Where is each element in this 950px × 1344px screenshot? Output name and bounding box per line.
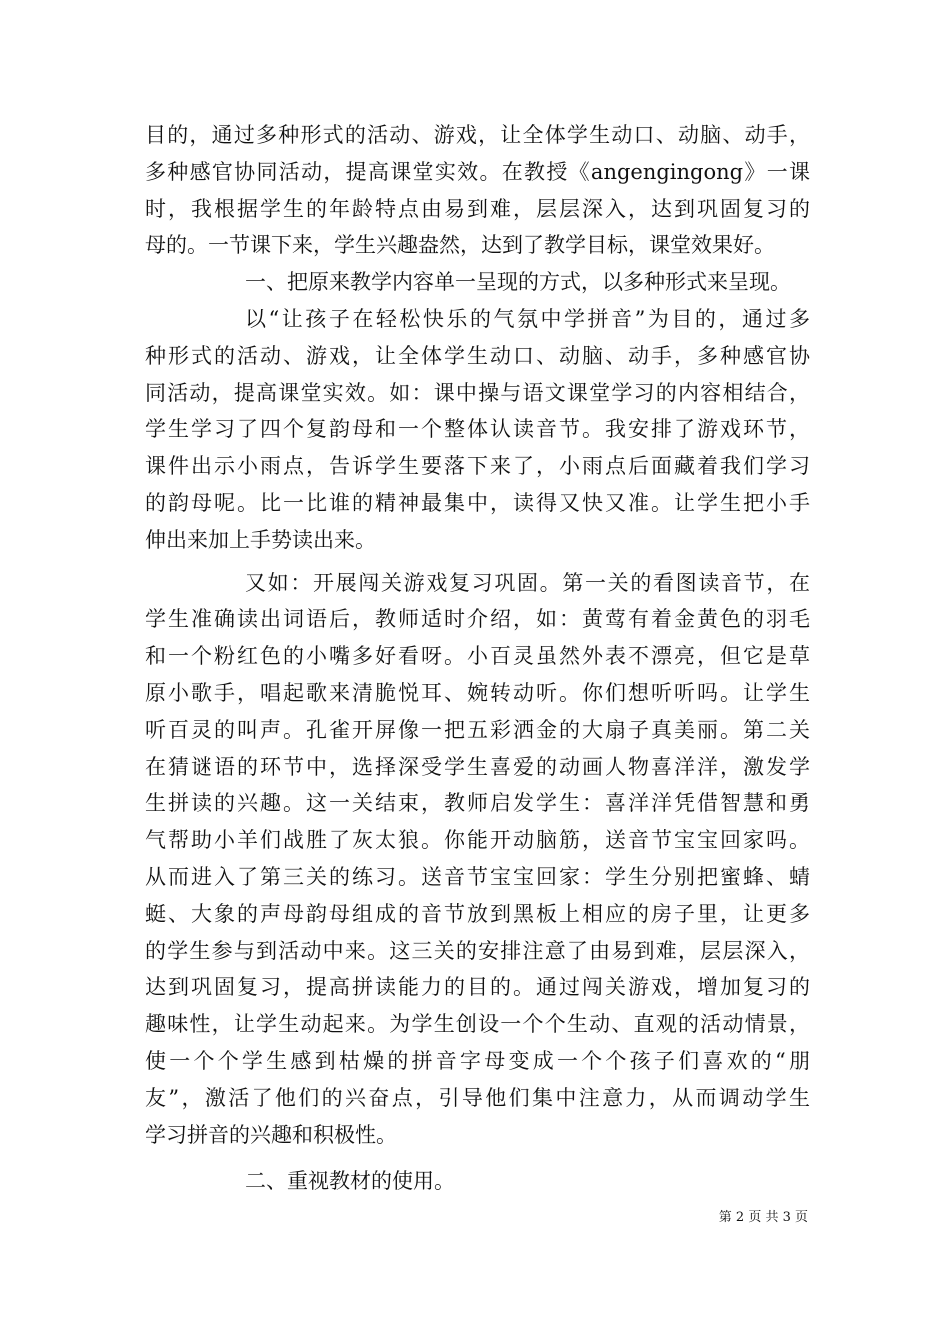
text-line: 母的。一节课下来，学生兴趣盎然，达到了教学目标，课堂效果好。 bbox=[145, 233, 775, 258]
text-line: 又如：开展闯关游戏复习巩固。第一关的看图读音节，在 bbox=[245, 570, 810, 595]
paragraph-3 bbox=[145, 565, 810, 1154]
text-line: 和一个粉红色的小嘴多好看呀。小百灵虽然外表不漂亮，但它是草 bbox=[145, 644, 810, 669]
heading-2: 二、重视教材的使用。 bbox=[245, 1169, 455, 1194]
text-line: 从而进入了第三关的练习。送音节宝宝回家：学生分别把蜜蜂、蜻 bbox=[145, 864, 810, 889]
text-line: 以“让孩子在轻松快乐的气氛中学拼音”为目的，通过多 bbox=[245, 306, 810, 331]
text-line: 种形式的活动、游戏，让全体学生动口、动脑、动手，多种感官协 bbox=[145, 343, 810, 368]
page-number: 第 2 页 共 3 页 bbox=[718, 1210, 808, 1225]
text-line: 听百灵的叫声。孔雀开屏像一把五彩洒金的大扇子真美丽。第二关 bbox=[145, 717, 810, 742]
text-line: 的韵母呢。比一比谁的精神最集中，读得又快又准。让学生把小手 bbox=[145, 490, 810, 515]
paragraph-2 bbox=[145, 301, 810, 559]
paragraph-1 bbox=[145, 117, 810, 264]
text-line: 达到巩固复习，提高拼读能力的目的。通过闯关游戏，增加复习的 bbox=[145, 975, 810, 1000]
text-line: 趣味性，让学生动起来。为学生创设一个个生动、直观的活动情景， bbox=[145, 1012, 810, 1037]
text-line: 原小歌手，唱起歌来清脆悦耳、婉转动听。你们想听听吗。让学生 bbox=[145, 680, 810, 705]
heading-1: 一、把原来教学内容单一呈现的方式，以多种形式来呈现。 bbox=[245, 270, 791, 295]
text-line: 蜓、大象的声母韵母组成的音节放到黑板上相应的房子里，让更多 bbox=[145, 901, 810, 926]
text-line: 生拼读的兴趣。这一关结束，教师启发学生：喜洋洋凭借智慧和勇 bbox=[145, 791, 810, 816]
text-line: 友”，激活了他们的兴奋点，引导他们集中注意力，从而调动学生 bbox=[145, 1085, 810, 1110]
text-line: 学生学习了四个复韵母和一个整体认读音节。我安排了游戏环节， bbox=[145, 417, 810, 442]
text-line: 使一个个学生感到枯燥的拼音字母变成一个个孩子们喜欢的“朋 bbox=[145, 1048, 810, 1073]
text-line: 目的，通过多种形式的活动、游戏，让全体学生动口、动脑、动手， bbox=[145, 123, 810, 147]
text-line: 课件出示小雨点，告诉学生要落下来了，小雨点后面藏着我们学习 bbox=[145, 454, 810, 479]
text-line: 的学生参与到活动中来。这三关的安排注意了由易到难，层层深入， bbox=[145, 938, 810, 963]
text-line: 在猜谜语的环节中，选择深受学生喜爱的动画人物喜洋洋，激发学 bbox=[145, 754, 810, 779]
text-line: 时，我根据学生的年龄特点由易到难，层层深入，达到巩固复习的 bbox=[145, 196, 810, 221]
text-line: 伸出来加上手势读出来。 bbox=[145, 527, 376, 552]
text-line: 同活动，提高课堂实效。如：课中操与语文课堂学习的内容相结合， bbox=[145, 380, 810, 405]
text-line: 多种感官协同活动，提高课堂实效。在教授《angengingong》一课 bbox=[145, 159, 810, 184]
text-line: 学习拼音的兴趣和积极性。 bbox=[145, 1122, 397, 1147]
text-line: 学生准确读出词语后，教师适时介绍，如：黄莺有着金黄色的羽毛 bbox=[145, 607, 810, 632]
document-body bbox=[145, 117, 810, 1200]
text-line: 气帮助小羊们战胜了灰太狼。你能开动脑筋，送音节宝宝回家吗。 bbox=[145, 828, 810, 853]
